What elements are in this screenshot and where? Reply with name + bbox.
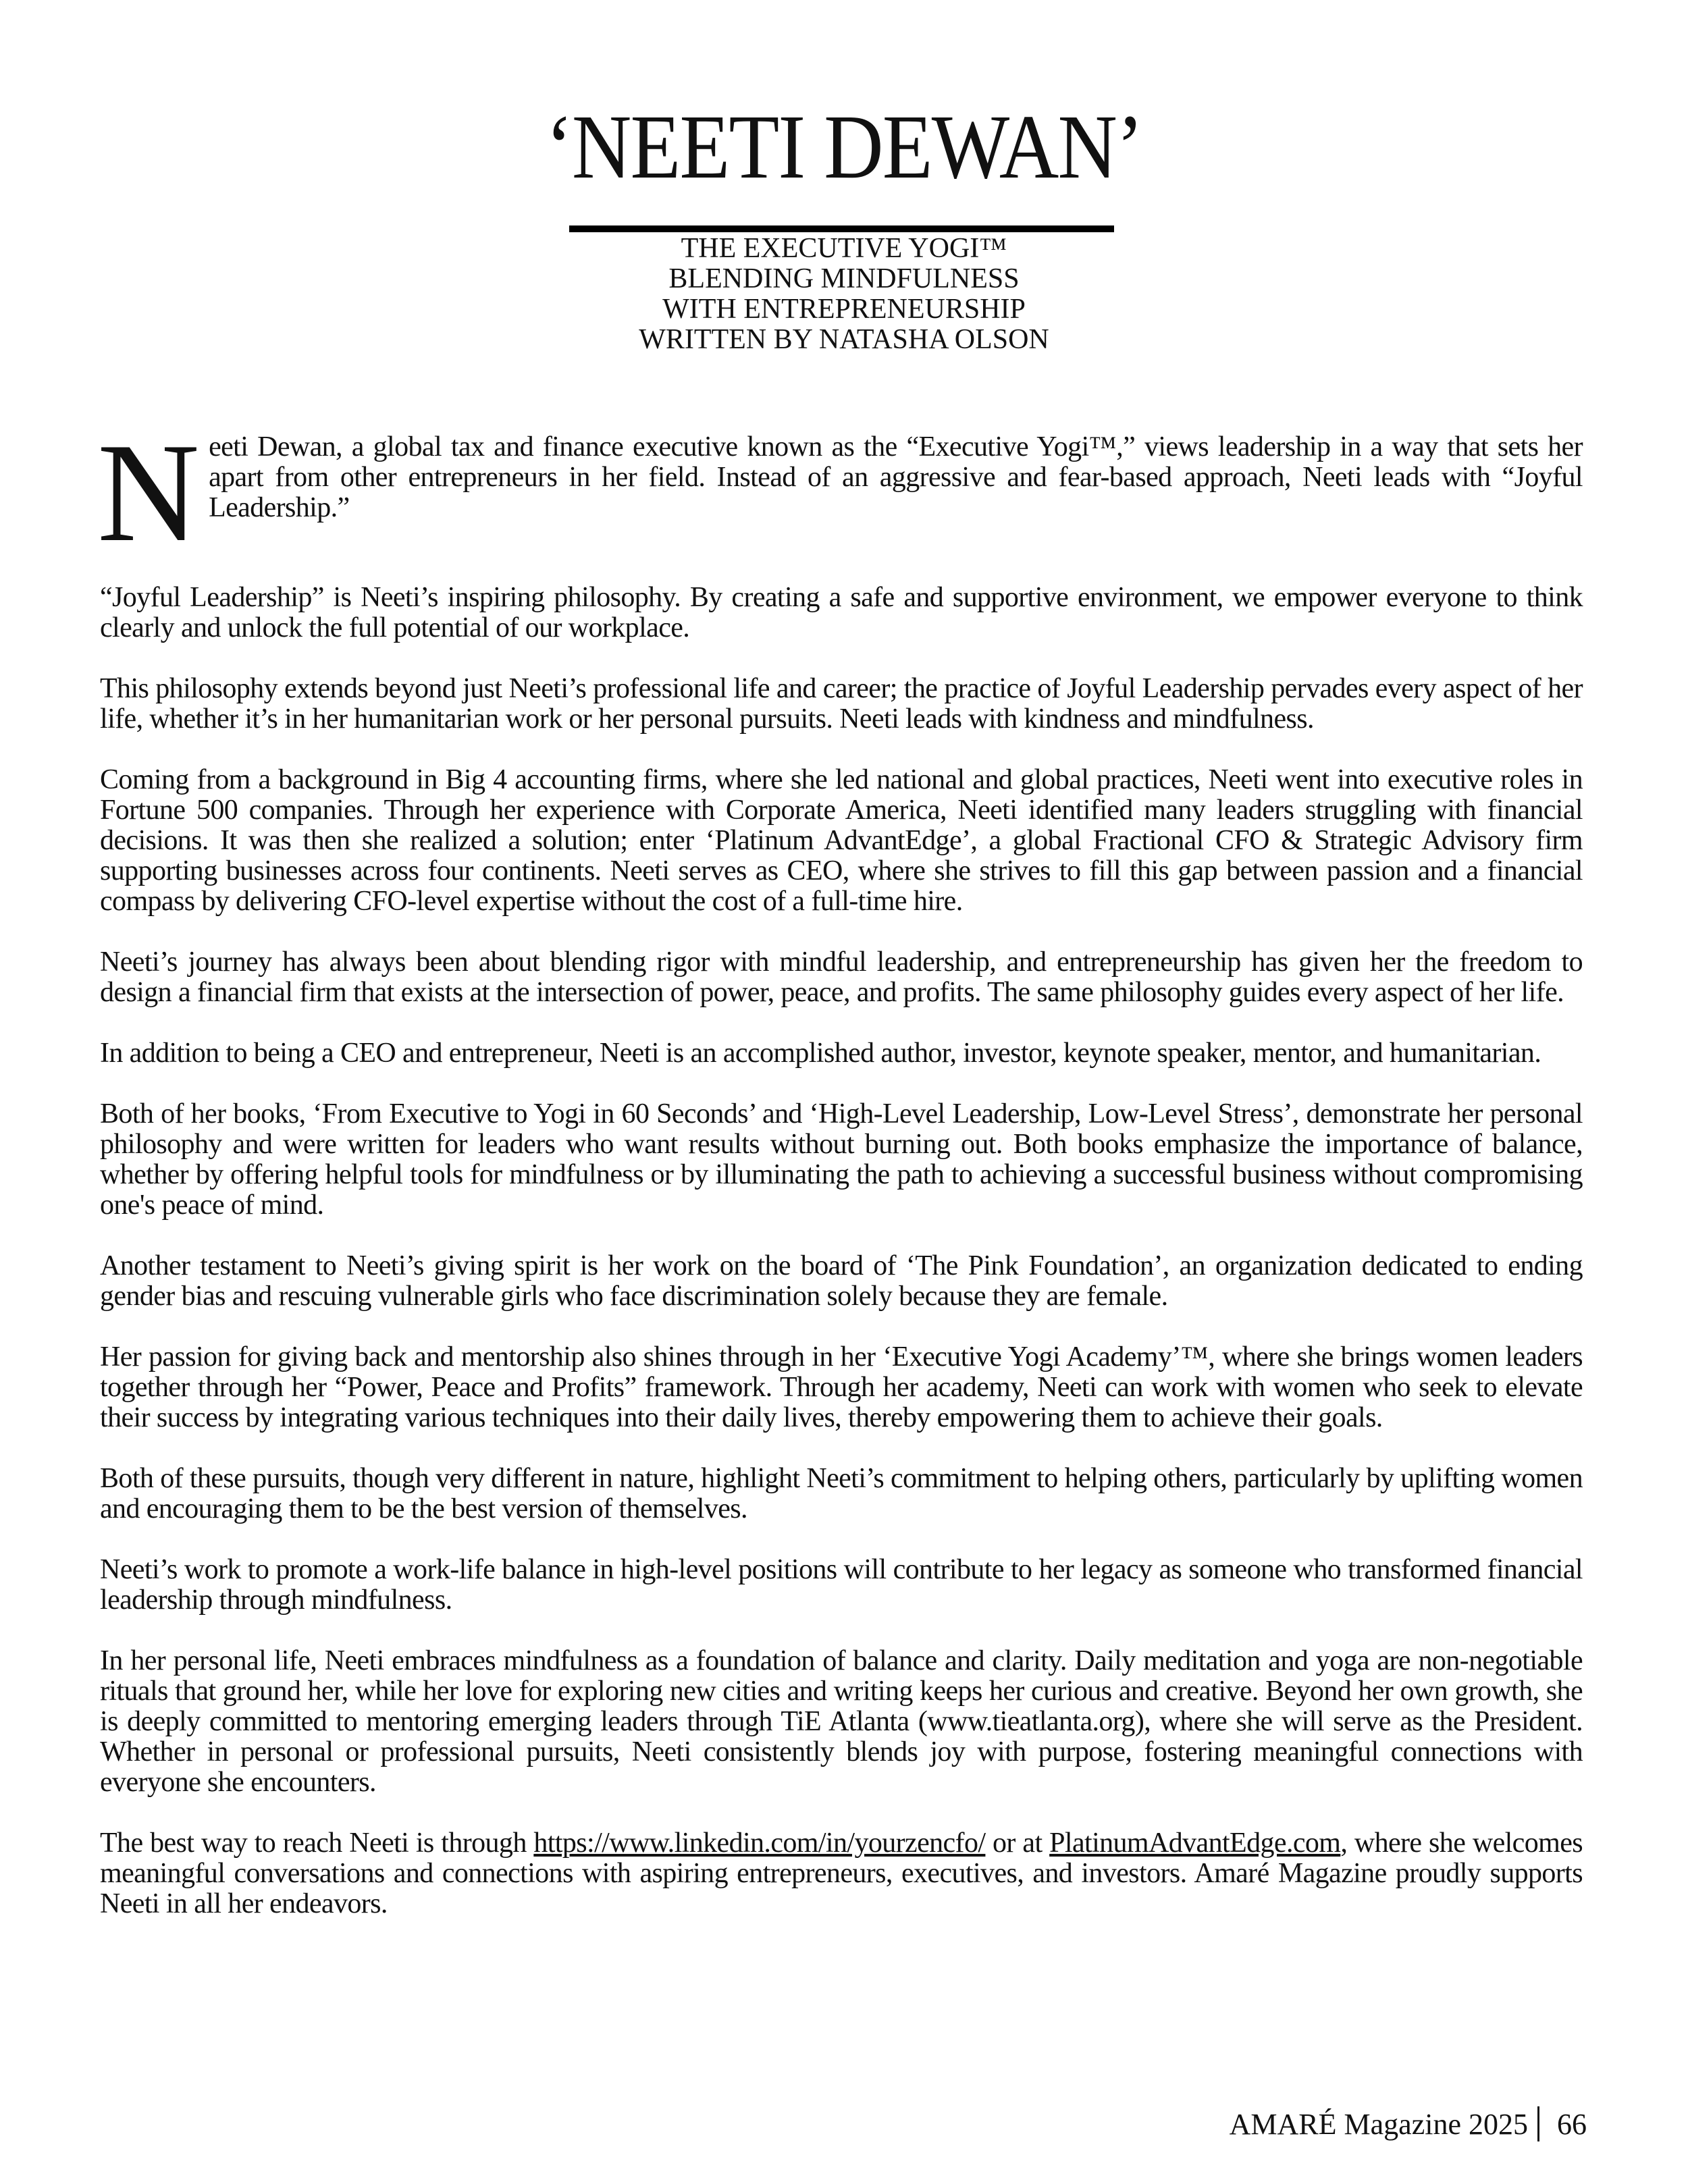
paragraph: “Joyful Leadership” is Neeti’s inspiring philosophy. By creating a safe and supportive environment, we empower everyone to think clearly and unlock the full potential of our workplace. [100,582,1583,643]
footer-divider [1537,2106,1539,2141]
article-subtitle [0,234,1688,355]
contact-text: The best way to reach Neeti is through [100,1828,534,1859]
paragraph [97,415,1583,571]
article-title: ‘NEETI DEWAN’ [545,97,1143,198]
paragraph: Neeti’s work to promote a work-life balance in high-level positions will contribute to her legacy as someone who transformed financial leadership through mindfulness. [100,1554,1583,1616]
linkedin-link[interactable]: https://www.linkedin.com/in/yourzencfo/ [533,1828,986,1859]
contact-text: , where she welcomes meaningful conversations and connections with aspiring entrepreneurs, executives, and investors. Amaré Magazine proudly supports Neeti in all her endeavors. [100,1828,1583,1919]
paragraph: Another testament to Neeti’s giving spirit is her work on the board of ‘The Pink Foundation’, an organization dedicated to ending gender bias and rescuing vulnerable girls who face discrimination solely because they are female. [100,1250,1583,1312]
drop-cap: N [97,415,200,571]
paragraph: Both of these pursuits, though very different in nature, highlight Neeti’s commitment to helping others, particularly by uplifting women and encouraging them to be the best version of themselves. [100,1463,1583,1524]
subtitle-line: THE EXECUTIVE YOGI™ [681,233,1007,264]
byline: WRITTEN BY NATASHA OLSON [639,324,1049,355]
paragraph: Coming from a background in Big 4 accounting firms, where she led national and global practices, Neeti went into executive roles in Fortune 500 companies. Through her experience with Corporate America, Neeti identified many leaders struggling with financial decisions. It was then she realized a solution; enter ‘Platinum AdvantEdge’, a global Fractional CFO & Strategic Advisory firm supporting businesses across four continents. Neeti serves as CEO, where she strives to fill this gap between passion and a financial compass by delivering CFO-level expertise without the cost of a full-time hire. [100,764,1583,917]
contact-text: or at [985,1828,1050,1859]
paragraph: Both of her books, ‘From Executive to Yogi in 60 Seconds’ and ‘High-Level Leadership, Low-Level Stress’, demonstrate her personal philosophy and were written for leaders who want results without burning out. Both books emphasize the importance of balance, whether by offering helpful tools for mindfulness or by illuminating the path to achieving a successful business without compromising one's peace of mind. [100,1098,1583,1221]
title-divider [569,225,1114,232]
subtitle-line: BLENDING MINDFULNESS [668,263,1020,294]
paragraph: In addition to being a CEO and entrepreneur, Neeti is an accomplished author, investor, keynote speaker, mentor, and humanitarian. [100,1038,1541,1069]
paragraph: This philosophy extends beyond just Neeti’s professional life and career; the practice of Joyful Leadership pervades every aspect of her life, whether it’s in her humanitarian work or her personal pursuits. Neeti leads with kindness and mindfulness. [100,673,1583,735]
paragraph-text: eeti Dewan, a global tax and finance executive known as the “Executive Yogi™,” views leadership in a way that sets her apart from other entrepreneurs in her field. Instead of an aggressive and fear-based approach, Neeti leads with “Joyful Leadership.” [209,431,1583,523]
paragraph: In her personal life, Neeti embraces mindfulness as a foundation of balance and clarity. Daily meditation and yoga are non-negotiable rituals that ground her, while her love for exploring new cities and writing keeps her curious and creative. Beyond her own growth, she is deeply committed to mentoring emerging leaders through TiE Atlanta (www.tieatlanta.org), where she will serve as the President. Whether in personal or professional pursuits, Neeti consistently blends joy with purpose, fostering meaningful connections with everyone she encounters. [100,1645,1583,1798]
website-link[interactable]: PlatinumAdvantEdge.com [1049,1828,1341,1859]
publication-name: AMARÉ Magazine 2025 [1229,2107,1528,2141]
paragraph: Neeti’s journey has always been about blending rigor with mindful leadership, and entrepreneurship has given her the freedom to design a financial firm that exists at the intersection of power, peace, and profits. The same philosophy guides every aspect of her life. [100,947,1583,1008]
page-number: 66 [1557,2107,1587,2141]
subtitle-line: WITH ENTREPRENEURSHIP [662,294,1026,325]
paragraph-contact [100,1828,1583,1919]
page-footer [1230,2106,1587,2141]
paragraph: Her passion for giving back and mentorship also shines through in her ‘Executive Yogi Academy’™, where she brings women leaders together through her “Power, Peace and Profits” framework. Through her academy, Neeti can work with women who seek to elevate their success by integrating various techniques into their daily lives, thereby empowering them to achieve their goals. [100,1341,1583,1433]
article-body [97,415,1583,1950]
